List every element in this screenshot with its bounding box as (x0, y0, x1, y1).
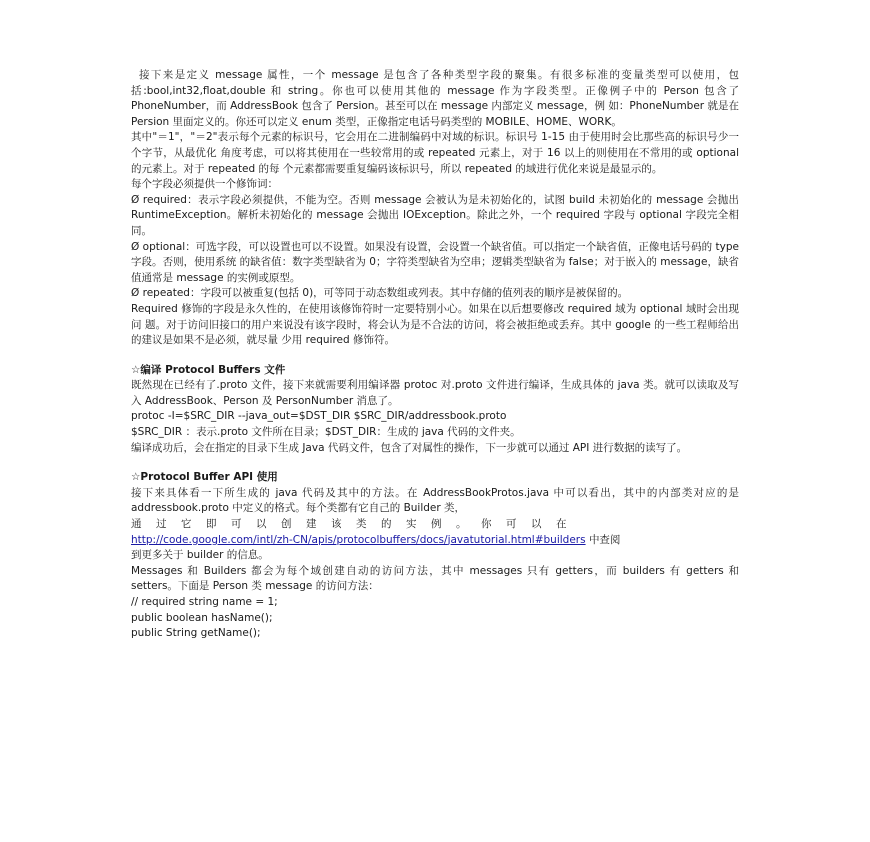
paragraph-builder-info: 到更多关于 builder 的信息。 (131, 549, 269, 562)
paragraph-modifier-intro: 每个字段必须提供一个修饰词： (131, 178, 278, 191)
bullet-required: Ø required：表示字段必须提供，不能为空。否则 message 会被认为是未初始化的，试图 build 未初始化的 message 会抛出 RuntimeException。解析未初始化的 message 会抛出 IOException。除此之外，一个 required 字段与 optional 字段完全相同。 (131, 193, 739, 237)
paragraph-accessors: Messages 和 Builders 都会为每个域创建自动的访问方法，其中 messages 只有 getters，而 builders 有 getters 和 setters。下面是 Person 类 message 的访问方法： (131, 564, 739, 593)
document-body (131, 68, 739, 642)
paragraph-dir-explain: $SRC_DIR ：表示.proto 文件所在目录；$DST_DIR：生成的 java 代码的文件夹。 (131, 426, 521, 439)
section-title-api: ☆Protocol Buffer API 使用 (131, 471, 278, 484)
paragraph-compile-intro: 既然现在已经有了.proto 文件，接下来就需要利用编译器 protoc 对.proto 文件进行编译，生成具体的 java 类。就可以读取及写入 AddressBook、Person 及 PersonNumber 消息了。 (131, 379, 739, 407)
paragraph-compile-result: 编译成功后，会在指定的目录下生成 Java 代码文件，包含了对属性的操作，下一步就可以通过 API 进行数据的读写了。 (131, 441, 688, 454)
paragraph-api-intro: 接下来具体看一下所生成的 java 代码及其中的方法。在 AddressBookProtos.java 中可以看出，其中的内部类对应的是 addressbook.proto 中定义的格式。每个类都有它自己的 Builder 类， (131, 486, 739, 515)
section-title-compile: ☆编译 Protocol Buffers 文件 (131, 363, 286, 376)
code-line-comment: // required string name = 1; (131, 596, 278, 608)
paragraph-api-spaced: 通过它即可以创建该类的实例。你可以在 (131, 518, 581, 531)
paragraph-tag-numbers: 其中"＝1"，"＝2"表示每个元素的标识号，它会用在二进制编码中对域的标识。标识号 1-15 由于使用时会比那些高的标识号少一个字节，从最优化 角度考虑，可以将其使用在一些较常用的或 repeated 元素上，对于 16 以上的则使用在不常用的或 optional 的元素上。对于 repeated 的每 个元素都需要重复编码该标识号，所以 repeated 的域进行优化来说是最显示的。 (131, 131, 739, 175)
bullet-optional: Ø optional：可选字段，可以设置也可以不设置。如果没有设置，会设置一个缺省值。可以指定一个缺省值，正像电话号码的 type 字段。否则，使用系统 的缺省值：数字类型缺省为 0；字符类型缺省为空串；逻辑类型缺省为 false；对于嵌入的 message，缺省值通常是 message 的实例或原型。 (131, 240, 739, 284)
builders-doc-link[interactable]: http://code.google.com/intl/zh-CN/apis/protocolbuffers/docs/javatutorial.html#builders (131, 533, 586, 546)
paragraph-required-warning: Required 修饰的字段是永久性的，在使用该修饰符时一定要特别小心。如果在以后想要修改 required 域为 optional 域时会出现问 题。对于访问旧接口的用户来说没有该字段时，将会认为是不合法的访问，将会被拒绝或丢弃。其中 google 的一些工程师给出的建议是如果不是必须，就尽量 少用 required 修饰符。 (131, 302, 739, 347)
paragraph-link-line (131, 533, 739, 549)
command-line: protoc -I=$SRC_DIR --java_out=$DST_DIR $SRC_DIR/addressbook.proto (131, 410, 507, 423)
bullet-repeated: Ø repeated：字段可以被重复(包括 0)，可等同于动态数组或列表。其中存储的值列表的顺序是被保留的。 (131, 287, 629, 300)
spacer (131, 349, 739, 363)
link-suffix: 中查阅 (588, 533, 621, 546)
code-line-getname: public String getName(); (131, 627, 261, 640)
spacer (131, 456, 739, 470)
code-line-hasname: public boolean hasName(); (131, 611, 273, 624)
paragraph-message-definition: 接下来是定义 message 属性，一个 message 是包含了各种类型字段的聚集。有很多标准的变量类型可以使用，包 括:bool,int32,float,double 和 string。你也可以使用其他的 message 作为字段类型。正像例子中的 Person 包含了 PhoneNumber，而 AddressBook 包含了 Persion。甚至可以在 message 内部定义 message，例 如：PhoneNumber 就是在 Persion 里面定义的。你还可以定义 enum 类型，正像指定电话号码类型的 MOBILE、HOME、WORK。 (131, 69, 739, 128)
